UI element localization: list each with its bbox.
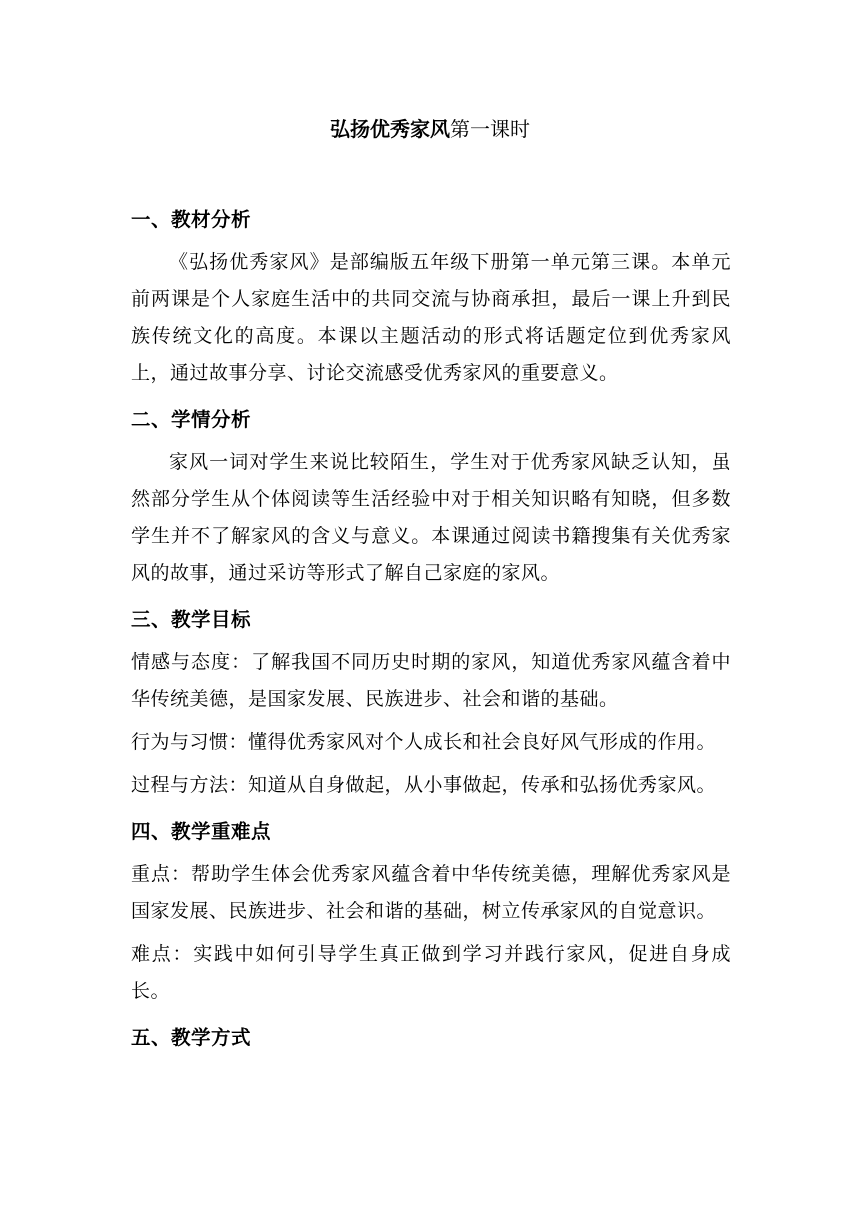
goal-emotion: 情感与态度：了解我国不同历史时期的家风，知道优秀家风蕴含着中华传统美德，是国家发展、民族进步、社会和谐的基础。 <box>131 651 731 710</box>
document-body <box>131 200 731 1056</box>
goal-process: 过程与方法：知道从自身做起，从小事做起，传承和弘扬优秀家风。 <box>131 774 717 796</box>
section-paragraph: 家风一词对学生来说比较陌生，学生对于优秀家风缺乏认知，虽然部分学生从个体阅读等生活经验中对于相关知识略有知晓，但多数学生并不了解家风的含义与意义。本课通过阅读书籍搜集有关优秀家风的故事，通过采访等形式了解自己家庭的家风。 <box>131 451 731 584</box>
section-heading: 四、教学重难点 <box>131 820 272 843</box>
title-main: 弘扬优秀家风 <box>330 117 450 141</box>
section-heading: 三、教学目标 <box>131 608 252 631</box>
section-heading: 二、学情分析 <box>131 408 252 431</box>
section-teaching-goals <box>131 600 731 804</box>
difficult-point: 难点：实践中如何引导学生真正做到学习并践行家风，促进自身成长。 <box>131 943 731 1002</box>
section-key-points <box>131 812 731 1010</box>
section-teaching-method <box>131 1018 731 1056</box>
title-subtitle: 第一课时 <box>450 117 530 141</box>
section-paragraph: 《弘扬优秀家风》是部编版五年级下册第一单元第三课。本单元前两课是个人家庭生活中的共同交流与协商承担，最后一课上升到民族传统文化的高度。本课以主题活动的形式将话题定位到优秀家风上，通过故事分享、讨论交流感受优秀家风的重要意义。 <box>131 251 731 384</box>
page-title <box>0 115 860 143</box>
section-heading: 一、教材分析 <box>131 208 252 231</box>
section-student-analysis <box>131 400 731 592</box>
section-heading: 五、教学方式 <box>131 1026 252 1049</box>
section-textbook-analysis <box>131 200 731 392</box>
key-point: 重点：帮助学生体会优秀家风蕴含着中华传统美德，理解优秀家风是国家发展、民族进步、社会和谐的基础，树立传承家风的自觉意识。 <box>131 863 731 922</box>
goal-behavior: 行为与习惯：懂得优秀家风对个人成长和社会良好风气形成的作用。 <box>131 731 717 753</box>
